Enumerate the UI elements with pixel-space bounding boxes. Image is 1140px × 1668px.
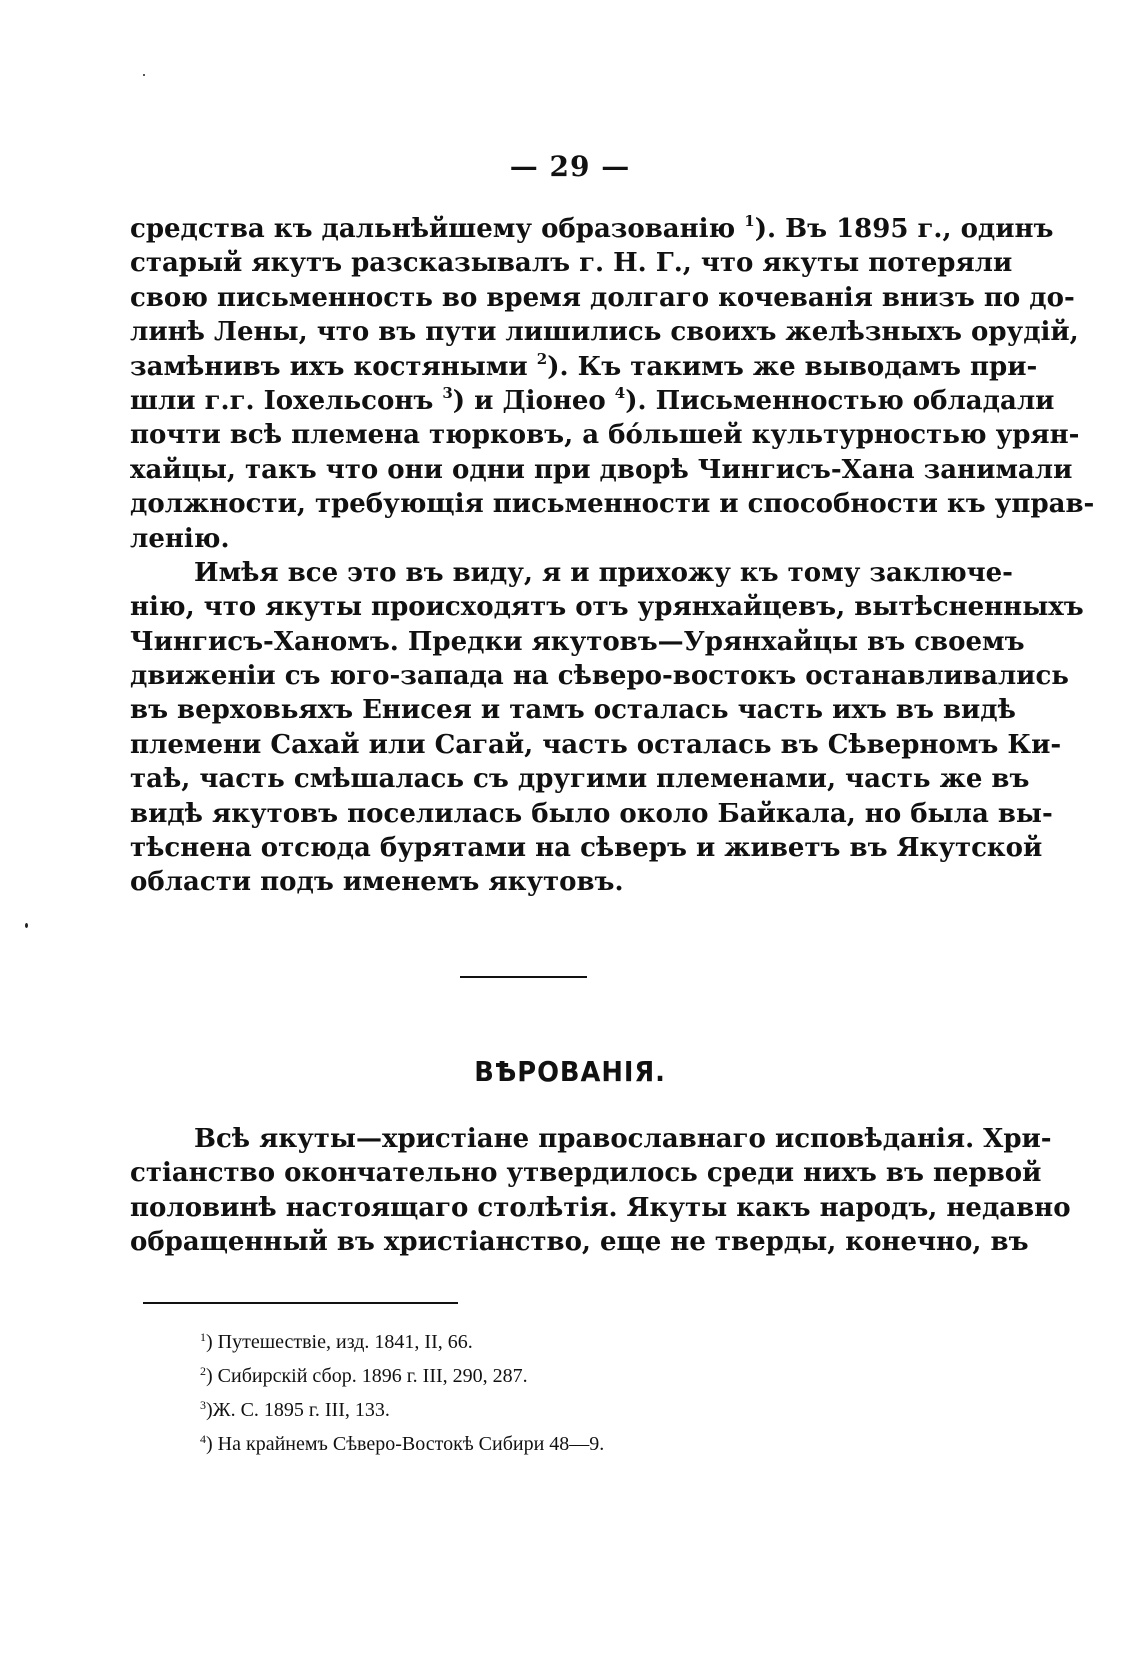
footnote-ref[interactable]: 1 — [744, 212, 755, 230]
footnote: $^3$)Ж. С. 1895 г. III, 133. — [200, 1398, 390, 1421]
text-line: въ верховьяхъ Енисея и тамъ осталась часть ихъ въ видѣ — [130, 695, 1016, 726]
text-line: шли г.г. Іохельсонъ $^3$) и Діонео $^4$). Письменностью обладали — [130, 383, 1055, 416]
text-line: средства къ дальнѣйшему образованію $^1$). Въ 1895 г., одинъ — [130, 212, 1054, 244]
text-line: таѣ, часть смѣшалась съ другими племенами, часть же въ — [130, 764, 1030, 795]
text-line: хайцы, такъ что они одни при дворѣ Чингисъ-Хана занимали — [130, 454, 1073, 485]
footnote-mark: 1 — [200, 1330, 206, 1344]
text-line: старый якутъ разсказывалъ г. Н. Г., что якуты потеряли — [130, 248, 1013, 279]
section-divider — [460, 976, 587, 978]
text-line: Всѣ якуты—христіане православнаго исповѣданія. Хри- — [194, 1124, 1052, 1154]
main-text — [130, 212, 1095, 900]
footnote-mark: 3 — [200, 1398, 206, 1412]
text-line: племени Сахай или Сагай, часть осталась въ Сѣверномъ Ки- — [130, 729, 1062, 760]
text-line: половинѣ настоящаго столѣтія. Якуты какъ народъ, недавно — [130, 1192, 1071, 1223]
footnote-ref[interactable]: 4 — [614, 383, 626, 402]
text-line: почти всѣ племена тюрковъ, а бóльшей культурностью урян- — [130, 420, 1080, 451]
text-line: линѣ Лены, что въ пути лишились своихъ желѣзныхъ орудій, — [130, 317, 1079, 348]
scan-speck — [25, 923, 28, 928]
footnote: $^1$) Путешествіе, изд. 1841, II, 66. — [200, 1330, 473, 1353]
footnotes — [200, 1325, 760, 1461]
text-line: нію, что якуты происходятъ отъ урянхайцевъ, вытѣсненныхъ — [130, 592, 1084, 623]
text-line: обращенный въ христіанство, еще не тверды, конечно, въ — [130, 1227, 1029, 1258]
text-line: свою письменность во время долгаго кочеванія внизъ по до- — [130, 282, 1075, 313]
footnote-ref[interactable]: 3 — [442, 383, 453, 402]
footnote-mark: 2 — [200, 1364, 206, 1378]
page-number: — 29 — — [509, 150, 631, 183]
footnote: $^4$) На крайнемъ Сѣверо-Востокѣ Сибири 48—9. — [200, 1432, 605, 1455]
section-heading: ВѢРОВАНІЯ. — [474, 1055, 666, 1088]
scan-speck — [143, 74, 145, 76]
text-line: тѣснена отсюда бурятами на сѣверъ и живетъ въ Якутской — [130, 833, 1043, 864]
text-line: видѣ якутовъ поселилась было около Байкала, но была вы- — [130, 798, 1053, 829]
footnote-mark: 4 — [200, 1432, 206, 1446]
footnote: $^2$) Сибирскій сбор. 1896 г. III, 290, 287. — [200, 1364, 528, 1387]
text-line: Имѣя все это въ виду, я и прихожу къ тому заключе- — [194, 557, 1013, 588]
text-line: стіанство окончательно утвердилось среди нихъ въ первой — [130, 1158, 1042, 1189]
section-text — [130, 1122, 1071, 1260]
text-line: области подъ именемъ якутовъ. — [130, 867, 624, 898]
text-line: ленію. — [130, 523, 230, 554]
footnote-ref[interactable]: 2 — [536, 349, 548, 368]
footnote-rule — [143, 1302, 458, 1304]
text-line: Чингисъ-Ханомъ. Предки якутовъ—Урянхайцы въ своемъ — [130, 626, 1025, 657]
text-line: должности, требующія письменности и способности къ управ- — [130, 489, 1095, 520]
text-line: замѣнивъ ихъ костяными $^2$). Къ такимъ же выводамъ при- — [130, 349, 1038, 382]
text-line: движеніи съ юго-запада на сѣверо-востокъ останавливались — [130, 661, 1069, 692]
